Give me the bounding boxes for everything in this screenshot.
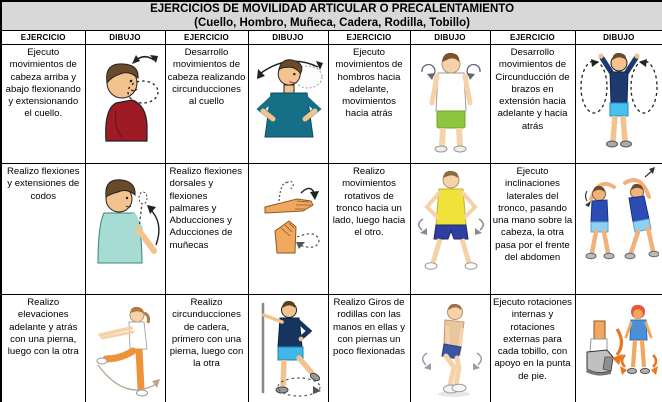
exercise-text-arm-circumduction: Desarrollo movimientos de Circunducción de brazos en extensión hacia adelante y hacia atrás [490, 45, 575, 164]
column-header-dibujo-4: DIBUJO [575, 31, 662, 45]
drawing-cell-neck-circumduction [248, 45, 328, 164]
drawing-cell-lateral-bends [575, 164, 662, 295]
exercise-text-ankle-rotations: Ejecuto rotaciones internas y rotaciones externas para cada tobillo, con apoyo en la punta de pie. [490, 295, 575, 402]
page-subtitle: (Cuello, Hombro, Muñeca, Cadera, Rodilla, Tobillo) [194, 17, 470, 29]
table-title-bar [1, 1, 662, 31]
neck-circumduction-drawing [249, 45, 329, 157]
column-header-ejercicio-1: EJERCICIO [1, 31, 85, 45]
hip-circumduction-drawing [249, 295, 329, 402]
table-row [1, 45, 662, 164]
table-row [1, 295, 662, 402]
drawing-cell-wrist-mobility [248, 164, 328, 295]
exercise-text-neck-circumduction: Desarrollo movimientos de cabeza realizando circunducciones al cuello [165, 45, 248, 164]
page-title: EJERCICIOS DE MOVILIDAD ARTICULAR O PRECALENTAMIENTO [150, 3, 515, 15]
column-header-ejercicio-2: EJERCICIO [165, 31, 248, 45]
exercise-text-trunk-rotation: Realizo movimientos rotativos de tronco hacia un lado, luego hacia el otro. [328, 164, 410, 295]
exercise-text-hip-circumduction: Realizo circunducciones de cadera, primero con una pierna, luego con la otra [165, 295, 248, 402]
exercise-text-leg-swings: Realizo elevaciones adelante y atrás con una pierna, luego con la otra [1, 295, 85, 402]
column-header-row [1, 31, 662, 45]
drawing-cell-ankle-rotations [575, 295, 662, 402]
drawing-cell-arm-circumduction [575, 45, 662, 164]
column-header-ejercicio-3: EJERCICIO [328, 31, 410, 45]
column-header-dibujo-3: DIBUJO [410, 31, 490, 45]
drawing-cell-trunk-rotation [410, 164, 490, 295]
exercise-text-shoulder-rolls: Ejecuto movimientos de hombros hacia adelante, movimientos hacia atrás [328, 45, 410, 164]
lateral-bends-drawing [579, 164, 659, 288]
arm-circumduction-drawing [579, 45, 659, 157]
exercise-text-lateral-bends: Ejecuto inclinaciones laterales del tronco, pasando una mano sobre la cabeza, la otra pasa por el frente del abdomen [490, 164, 575, 295]
knee-circles-drawing [411, 295, 491, 402]
drawing-cell-neck-flexion [85, 45, 165, 164]
leg-swings-drawing [86, 295, 166, 402]
drawing-cell-elbow-flexion [85, 164, 165, 295]
shoulder-rolls-drawing [411, 45, 491, 157]
exercise-text-neck-flexion: Ejecuto movimientos de cabeza arriba y abajo flexionando y extensionando el cuello. [1, 45, 85, 164]
exercise-text-wrist-mobility: Realizo flexiones dorsales y flexiones palmares y Abducciones y Aducciones de muñecas [165, 164, 248, 295]
column-header-ejercicio-4: EJERCICIO [490, 31, 575, 45]
elbow-flexion-drawing [86, 164, 166, 288]
drawing-cell-shoulder-rolls [410, 45, 490, 164]
ankle-rotations-drawing [579, 295, 659, 402]
exercise-text-elbow-flexion: Realizo flexiones y extensiones de codos [1, 164, 85, 295]
exercise-text-knee-circles: Realizo Giros de rodillas con las manos en ellas y con piernas un poco flexionadas [328, 295, 410, 402]
drawing-cell-knee-circles [410, 295, 490, 402]
trunk-rotation-drawing [411, 164, 491, 288]
drawing-cell-hip-circumduction [248, 295, 328, 402]
table-row [1, 164, 662, 295]
neck-flexion-drawing [86, 45, 166, 157]
wrist-mobility-drawing [249, 164, 329, 288]
column-header-dibujo-2: DIBUJO [248, 31, 328, 45]
column-header-dibujo-1: DIBUJO [85, 31, 165, 45]
drawing-cell-leg-swings [85, 295, 165, 402]
